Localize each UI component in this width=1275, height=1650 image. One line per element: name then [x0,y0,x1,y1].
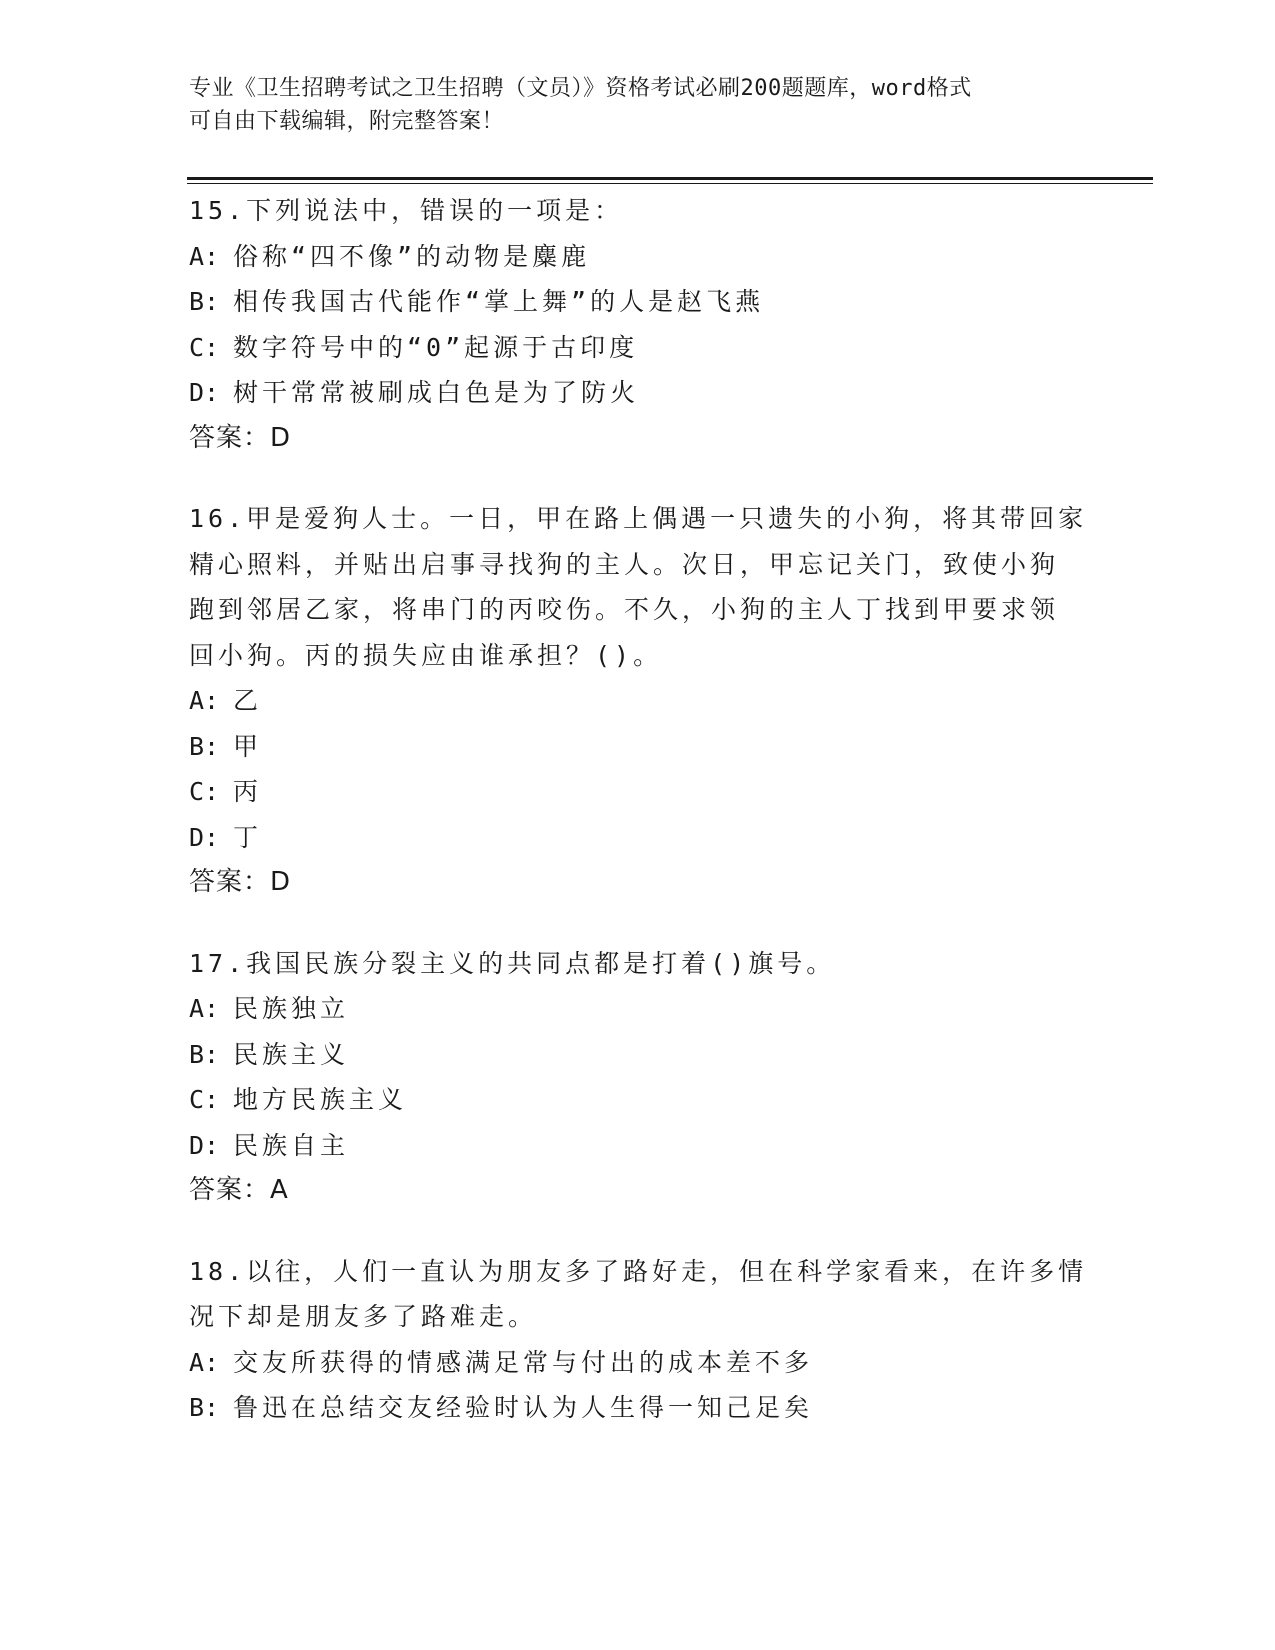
option-label: C: [189,332,220,362]
option-text: 俗称“四不像”的动物是麋鹿 [233,241,591,271]
question-stem-line: 回小狗。丙的损失应由谁承担？()。 [189,640,663,670]
option-label: B: [189,731,220,761]
option-d [189,815,1089,861]
question-17 [189,941,1089,1214]
option-label: C: [189,777,220,806]
option-a [189,234,1089,280]
option-text: 树干常常被刷成白色是为了防火 [233,378,640,407]
answer-line: 答案：D [189,422,292,453]
header-line-2: 可自由下载编辑，附完整答案！ [189,109,505,134]
option-text: 民族主义 [233,1039,350,1069]
option-b [189,724,1089,770]
option-text: 丁 [233,822,263,852]
option-label: A: [189,1347,220,1377]
option-c [189,325,1089,371]
option-text: 丙 [233,777,263,806]
option-text: 相传我国古代能作“掌上舞”的人是赵飞燕 [233,287,765,316]
header-divider-thick [187,177,1153,180]
option-text: 乙 [233,686,263,715]
answer-line: 答案：D [189,867,292,897]
option-text: 甲 [233,731,263,761]
option-label: D: [189,1130,220,1160]
option-text: 交友所获得的情感满足常与付出的成本差不多 [233,1347,814,1377]
option-label: A: [189,686,220,715]
option-c [189,769,1089,815]
option-d [189,1123,1089,1169]
option-text: 民族独立 [233,994,350,1023]
option-text: 地方民族主义 [233,1085,408,1114]
option-text: 鲁迅在总结交友经验时认为人生得一知己足矣 [233,1393,814,1422]
answer-line: 答案：A [189,1175,289,1205]
option-label: A: [189,994,220,1023]
question-stem-line: 跑到邻居乙家，将串门的丙咬伤。不久，小狗的主人丁找到甲要求领 [189,595,1060,624]
option-c [189,1077,1089,1123]
option-b [189,1032,1089,1078]
question-stem-line: 17.我国民族分裂主义的共同点都是打着()旗号。 [189,948,836,978]
option-label: B: [189,287,220,316]
question-stem-line: 况下却是朋友多了路难走。 [189,1302,538,1331]
option-b [189,1385,1089,1431]
document-header [189,72,1089,138]
option-label: B: [189,1039,220,1069]
option-a [189,1340,1089,1386]
question-stem-line: 15.下列说法中，错误的一项是： [189,196,624,225]
option-b [189,279,1089,325]
question-16 [189,496,1089,906]
option-label: B: [189,1393,220,1422]
question-stem-line: 精心照料，并贴出启事寻找狗的主人。次日，甲忘记关门，致使小狗 [189,549,1060,579]
question-15 [189,188,1089,461]
option-text: 数字符号中的“0”起源于古印度 [233,332,639,362]
header-line-1: 专业《卫生招聘考试之卫生招聘（文员）》资格考试必刷200题题库，word格式 [189,76,972,101]
question-stem-line: 18.以往，人们一直认为朋友多了路好走，但在科学家看来，在许多情 [189,1256,1088,1286]
option-text: 民族自主 [233,1130,350,1160]
option-label: C: [189,1085,220,1114]
option-label: D: [189,822,220,852]
option-label: D: [189,378,220,407]
option-label: A: [189,241,220,271]
header-divider-thin [187,183,1153,184]
option-a [189,678,1089,724]
question-18 [189,1249,1089,1431]
question-list [189,188,1089,1466]
option-d [189,370,1089,416]
option-a [189,986,1089,1032]
question-stem-line: 16.甲是爱狗人士。一日，甲在路上偶遇一只遗失的小狗，将其带回家 [189,504,1088,533]
